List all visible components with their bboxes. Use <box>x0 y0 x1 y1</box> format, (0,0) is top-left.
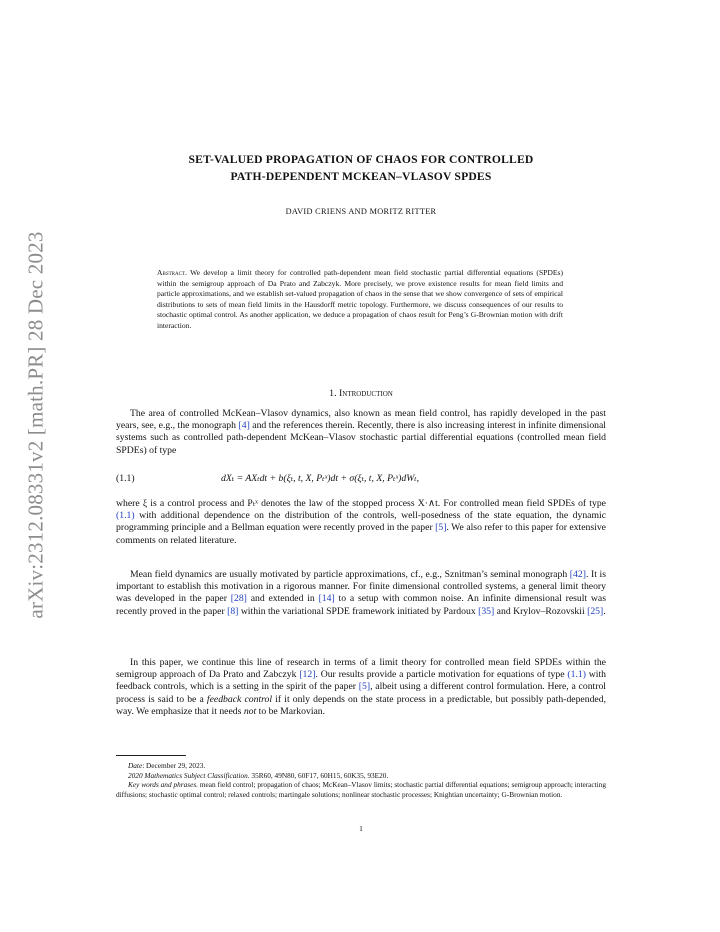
citation-link[interactable]: [42] <box>569 569 586 580</box>
section-number: 1. <box>329 388 337 399</box>
emphasis: not <box>243 705 257 717</box>
footnote-keywords <box>116 780 606 799</box>
footnotes <box>116 761 606 799</box>
citation-link[interactable]: [8] <box>227 605 239 617</box>
text-span: Mean field dynamics are usually motivated by particle approximations, cf., e.g., Sznitman’s seminal monograph <box>130 569 570 580</box>
paragraph-2 <box>116 498 606 547</box>
citation-link[interactable]: [28] <box>230 593 247 605</box>
text-span: The area of controlled McKean–Vlasov dynamics, also known as mean field control, has rapidly developed in the past years, see, e.g., the monograph <box>116 408 606 432</box>
citation-link[interactable]: [5] <box>435 522 447 534</box>
footnote-msc <box>116 771 606 781</box>
citation-link[interactable]: [4] <box>238 420 250 432</box>
text-span: with feedback controls, which is a setting in the spirit of the paper <box>116 669 606 693</box>
text-span: and extended in <box>246 593 319 605</box>
citation-link[interactable]: [14] <box>318 593 335 605</box>
text-span: and the references therein. Recently, there is also increasing interest in infinite dimensional systems such as controlled path-dependent McKean–Vlasov stochastic partial differential equations (controlled mean field SPDEs) of type <box>116 420 606 456</box>
paragraph-1 <box>116 408 606 457</box>
footnote-rule <box>116 755 186 756</box>
footnote-value: : December 29, 2023. <box>142 761 206 770</box>
emphasis: feedback control <box>206 693 273 705</box>
text-span: . It is important to establish this motivation in a rigorous manner. For finite dimensional controlled systems, a general limit theory was developed in the paper <box>116 569 606 605</box>
footnote-value: 35R60, 49N80, 60F17, 60H15, 60K35, 93E20. <box>249 770 389 780</box>
text-span: within the variational SPDE framework initiated by Pardoux <box>238 605 479 617</box>
text-span: . We also refer to this paper for extensive comments on related literature. <box>116 522 606 546</box>
section-title: Introduction <box>338 388 393 399</box>
abstract-text: We develop a limit theory for controlled path-dependent mean field stochastic partial differential equations (SPDEs) within the semigroup approach of Da Prato and Zabczyk. More precisely, we prove existence results for mean field limits and particle approximations, and we establish set-valued propagation of chaos in the sense that we show convergence of sets of empirical distributions to sets of mean field limits in the Hausdorff metric topology. Furthermore, we discuss consequences of our results to stochastic optimal control. As another application, we deduce a propagation of chaos result for Peng’s G-Brownian motion with drift interaction. <box>157 268 564 330</box>
title-line-1: SET-VALUED PROPAGATION OF CHAOS FOR CONTROLLED <box>188 153 534 166</box>
text-span: with additional dependence on the distribution of the controls, well-posedness of the state equation, the dynamic programming principle and a Bellman equation were recently proved in the paper <box>116 510 606 534</box>
text-span: if it only depends on the state process in a predictable, but possibly path-depended, way. We emphasize that it needs <box>116 693 606 717</box>
arxiv-id: arXiv:2312.08331v2 [math.PR] 28 Dec 2023 <box>23 231 48 619</box>
paragraph-3 <box>116 569 606 618</box>
text-span: . <box>603 605 606 617</box>
equation-body: dXₜ = AXₜdt + b(ξₜ, t, X, Pₜˣ)dt + σ(ξₜ, t, X, Pₜˣ)dWₜ, <box>221 473 420 484</box>
text-span: In this paper, we continue this line of research in terms of a limit theory for controlled mean field SPDEs within the semigroup approach of Da Prato and Zabczyk <box>116 657 606 681</box>
equation-ref-link[interactable]: (1.1) <box>567 669 586 681</box>
abstract-label: Abstract. <box>157 268 187 277</box>
section-heading <box>116 388 606 399</box>
text-span: . Our results provide a particle motivation for equations of type <box>315 669 568 681</box>
footnote-date <box>116 761 606 771</box>
text-span: , albeit using a different control formulation. Here, a control process is said to be a <box>116 681 606 705</box>
paragraph-4 <box>116 657 606 718</box>
text-span: to a setup with common noise. An infinite dimensional result was recently proved in the paper <box>116 593 606 617</box>
citation-link[interactable]: [35] <box>478 605 495 617</box>
text-span: to be Markovian. <box>256 705 326 717</box>
footnote-label: Key words and phrases. <box>128 780 198 790</box>
text-span: where ξ is a control process and Pₜˣ denotes the law of the stopped process X·∧t. For controlled mean field SPDEs of type <box>116 498 606 509</box>
equation-ref-link[interactable]: (1.1) <box>116 510 135 522</box>
citation-link[interactable]: [5] <box>358 681 371 693</box>
citation-link[interactable]: [12] <box>299 669 316 681</box>
citation-link[interactable]: [25] <box>587 605 604 617</box>
footnote-label: Date <box>128 761 143 770</box>
abstract <box>157 268 563 332</box>
title-line-2: PATH-DEPENDENT MCKEAN–VLASOV SPDES <box>230 170 492 183</box>
text-span: and Krylov–Rozovskii <box>494 605 588 617</box>
equation-label: (1.1) <box>116 473 135 484</box>
paper-title <box>116 151 606 185</box>
page-number: 1 <box>359 824 363 833</box>
footnote-label: 2020 Mathematics Subject Classification. <box>128 770 250 780</box>
authors: DAVID CRIENS AND MORITZ RITTER <box>285 207 437 216</box>
footnote-value: mean field control; propagation of chaos; McKean–Vlasov limits; stochastic partial differential equations; semigroup approach; interacting diffusions; stochastic optimal control; relaxed controls; martingale solutions; nonlinear stochastic processes; Knightian uncertainty; G-Brownian motion. <box>116 780 606 799</box>
